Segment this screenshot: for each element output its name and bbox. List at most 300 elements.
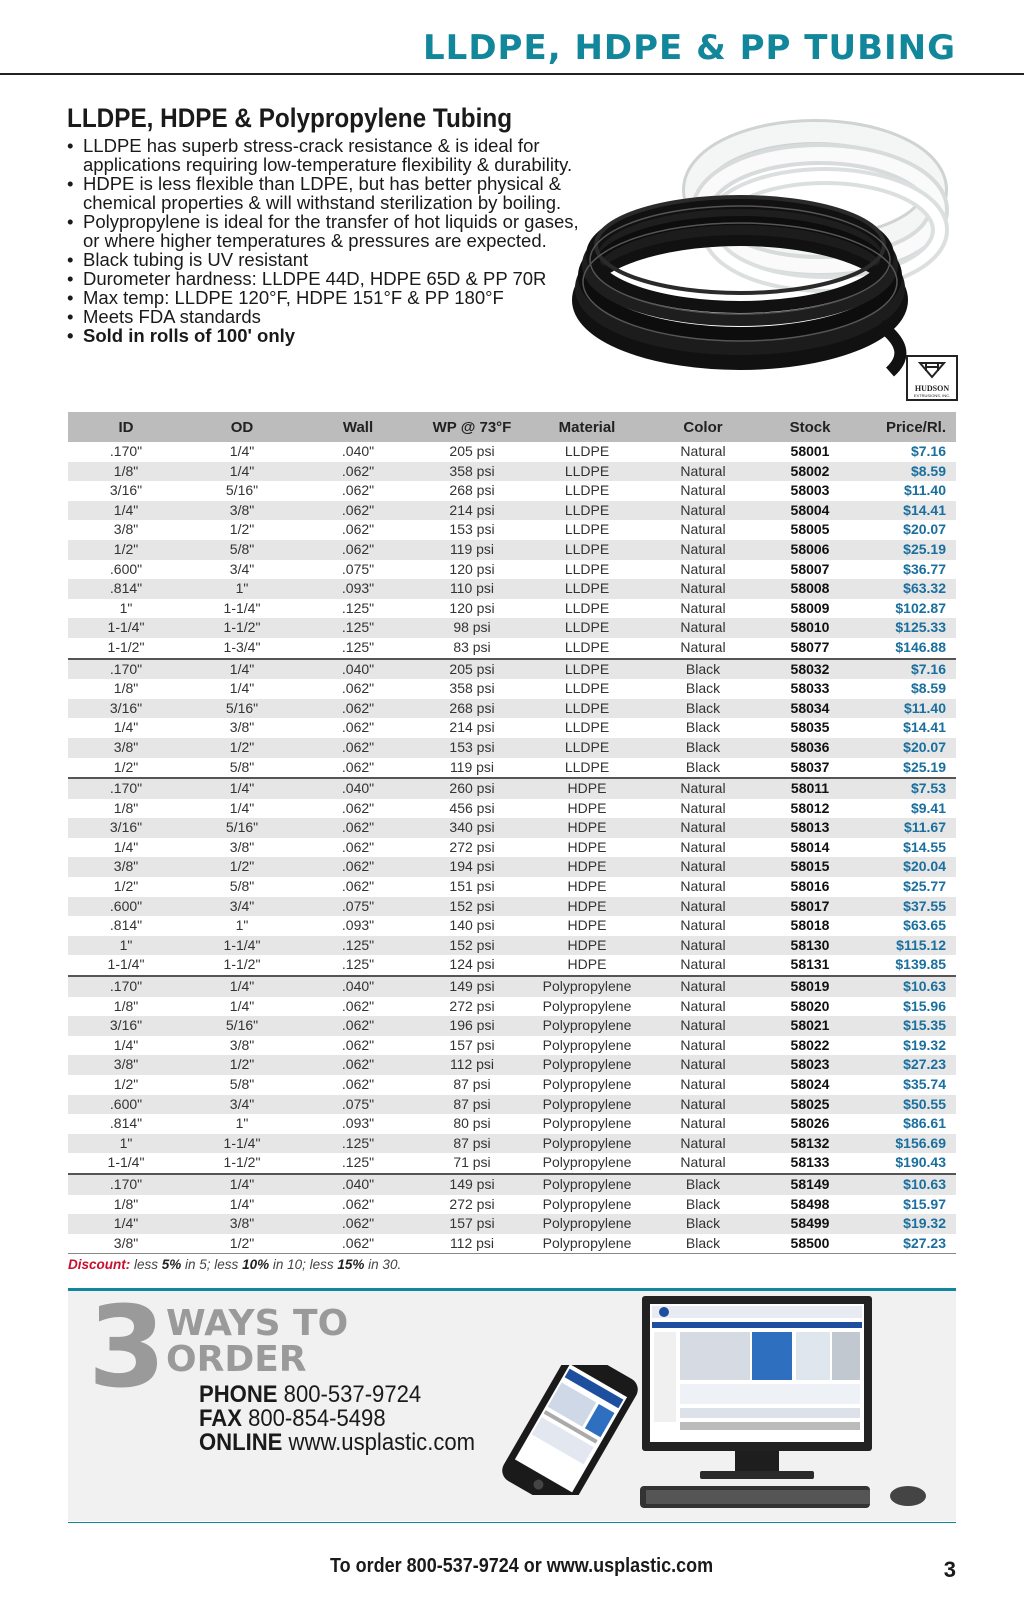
cell-wall: .062": [300, 1016, 416, 1036]
cell-id: 3/16": [68, 699, 184, 719]
header-od: OD: [184, 412, 300, 442]
cell-id: 3/16": [68, 1016, 184, 1036]
cell-stock: 58018: [790, 917, 830, 934]
cell-price: $37.55: [860, 897, 956, 917]
cell-color: Natural: [680, 482, 726, 499]
cell-wall: .125": [300, 618, 416, 638]
cell-wall: .062": [300, 818, 416, 838]
cell-wp: 205 psi: [416, 659, 528, 680]
cell-material: LLDPE: [528, 738, 646, 758]
cell-wp: 272 psi: [449, 997, 495, 1014]
order-online-link[interactable]: www.usplastic.com: [288, 1429, 476, 1456]
cell-material: LLDPE: [528, 699, 646, 719]
table-row: [68, 618, 956, 638]
cell-wall: .062": [300, 699, 416, 719]
cell-stock: 58077: [790, 638, 830, 655]
feature-item: • Max temp: LLDPE 120°F, HDPE 151°F & PP 180°F: [67, 288, 587, 307]
cell-color: Natural: [680, 599, 726, 616]
cell-id: 3/8": [68, 738, 184, 758]
cell-od: 3/4": [184, 1095, 300, 1115]
cell-color: Natural: [680, 878, 726, 895]
cell-wall: .093": [341, 1115, 375, 1132]
cell-stock: 58001: [790, 443, 830, 459]
cell-id: 3/8": [113, 521, 139, 538]
cell-id: 1/8": [68, 462, 184, 482]
cell-stock: 58009: [790, 599, 830, 616]
cell-wall: .125": [341, 599, 375, 616]
cell-od: 1-1/2": [223, 1154, 261, 1171]
discount-text: in 10; less: [269, 1257, 338, 1272]
cell-wall: .125": [341, 1154, 375, 1171]
cell-wall: .062": [341, 1076, 375, 1092]
order-phone-label: PHONE: [199, 1381, 278, 1408]
cell-price: $9.41: [910, 799, 946, 816]
cell-id: 1/4": [113, 1036, 139, 1053]
cell-od: 5/8": [184, 540, 300, 560]
table-row: [68, 997, 956, 1017]
cell-od: 1/2": [184, 857, 300, 877]
cell-wall: .062": [341, 482, 375, 499]
black-tubing-coil: [580, 197, 900, 372]
cell-color: Natural: [646, 976, 760, 997]
cell-material: LLDPE: [528, 540, 646, 560]
cell-wall: .040": [300, 778, 416, 799]
cell-wall: .040": [341, 443, 375, 459]
cell-stock: 58131: [790, 956, 830, 973]
cell-id: 1/4": [68, 501, 184, 521]
table-row: [68, 599, 956, 619]
cell-material: HDPE: [528, 778, 646, 799]
table-row: [68, 659, 956, 680]
cell-wp: 149 psi: [416, 976, 528, 997]
cell-price: $20.07: [860, 738, 956, 758]
cell-wp: 456 psi: [449, 799, 495, 816]
cell-wall: .062": [300, 501, 416, 521]
discount-percent: 15%: [337, 1257, 365, 1272]
cell-wp: 87 psi: [416, 1134, 528, 1154]
header-wall: Wall: [300, 412, 416, 442]
cell-wall: .040": [300, 1174, 416, 1195]
ways-to-order-number: 3: [88, 1283, 166, 1413]
cell-id: 1": [119, 599, 133, 616]
cell-color: Black: [646, 659, 760, 680]
table-row: [68, 758, 956, 779]
cell-id: .170": [68, 778, 184, 799]
cell-id: 1": [68, 1134, 184, 1154]
tubing-coils-image: [570, 110, 970, 390]
cell-id: .170": [68, 976, 184, 997]
cell-stock: 58022: [790, 1036, 830, 1053]
cell-od: 1/4": [229, 799, 255, 816]
cell-stock: 58033: [790, 680, 830, 697]
cell-od: 1-1/2": [223, 956, 261, 973]
cell-color: Natural: [646, 936, 760, 956]
feature-item: • Black tubing is UV resistant: [67, 250, 587, 269]
cell-wp: 358 psi: [449, 680, 495, 697]
cell-stock: 58011: [760, 778, 860, 799]
table-row: [68, 540, 956, 560]
cell-od: 1/4": [229, 443, 255, 459]
table-row: [68, 838, 956, 858]
cell-price: $8.59: [910, 680, 946, 697]
cell-od: 5/8": [229, 878, 255, 895]
cell-wall: .062": [341, 799, 375, 816]
discount-text: in 5; less: [181, 1257, 243, 1272]
cell-wp: 120 psi: [449, 560, 495, 577]
cell-stock: 58025: [760, 1095, 860, 1115]
cell-id: 3/8": [68, 857, 184, 877]
cell-wall: .093": [300, 579, 416, 599]
header-divider: [0, 73, 1024, 75]
cell-price: $11.67: [860, 818, 956, 838]
feature-item-roll-size: • Sold in rolls of 100' only: [67, 326, 587, 345]
cell-material: Polypropylene: [528, 1214, 646, 1234]
cell-material: Polypropylene: [528, 1055, 646, 1075]
table-row: [68, 1234, 956, 1254]
cell-wp: 140 psi: [449, 917, 495, 934]
footer-divider: [68, 1522, 956, 1523]
cell-material: LLDPE: [564, 443, 610, 459]
table-row: [68, 481, 956, 501]
cell-wp: 119 psi: [449, 758, 495, 775]
cell-od: 1/4": [184, 1174, 300, 1195]
cell-wall: .062": [300, 1055, 416, 1075]
table-row: [68, 1214, 956, 1234]
cell-od: 5/8": [229, 1076, 255, 1092]
cell-color: Natural: [646, 540, 760, 560]
cell-color: Natural: [680, 956, 726, 973]
cell-wp: 153 psi: [416, 738, 528, 758]
page-header-title: LLDPE, HDPE & PP TUBING: [423, 28, 956, 68]
hudson-logo-name: HUDSON: [914, 384, 950, 393]
cell-price: $115.12: [860, 936, 956, 956]
table-row: [68, 1195, 956, 1215]
cell-stock: 58130: [760, 936, 860, 956]
cell-stock: 58005: [790, 521, 830, 538]
cell-wp: 119 psi: [416, 540, 528, 560]
product-heading: LLDPE, HDPE & Polypropylene Tubing: [67, 103, 513, 133]
cell-wp: 112 psi: [416, 1055, 528, 1075]
cell-material: LLDPE: [528, 501, 646, 521]
table-row: [68, 1095, 956, 1115]
cell-wall: .062": [341, 758, 375, 775]
order-phone: [199, 1383, 475, 1407]
table-row: [68, 1134, 956, 1154]
cell-price: $7.16: [910, 443, 946, 459]
cell-color: Natural: [646, 1134, 760, 1154]
cell-color: Natural: [680, 638, 726, 655]
cell-od: 5/16": [184, 1016, 300, 1036]
cell-wp: 151 psi: [449, 878, 495, 895]
feature-item: • Durometer hardness: LLDPE 44D, HDPE 65D & PP 70R: [67, 269, 587, 288]
cell-stock: 58007: [790, 560, 830, 577]
feature-item: • HDPE is less flexible than LDPE, but has better physical & chemical properties & will withstand sterilization by boiling.: [67, 174, 587, 212]
cell-color: Black: [646, 699, 760, 719]
feature-list: [67, 136, 587, 345]
cell-id: 1-1/2": [107, 638, 145, 655]
header-material: Material: [528, 412, 646, 442]
hudson-logo: [906, 355, 958, 401]
cell-stock: 58006: [760, 540, 860, 560]
cell-wp: 340 psi: [416, 818, 528, 838]
cell-wp: 152 psi: [416, 897, 528, 917]
feature-item: • Meets FDA standards: [67, 307, 587, 326]
cell-od: 1/4": [229, 1195, 255, 1212]
cell-wp: 268 psi: [449, 482, 495, 499]
cell-id: .600": [109, 560, 143, 577]
cell-stock: 58498: [790, 1195, 830, 1212]
cell-stock: 58026: [790, 1115, 830, 1132]
cell-price: $27.23: [860, 1055, 956, 1075]
cell-stock: 58014: [790, 838, 830, 855]
cell-wall: .125": [300, 936, 416, 956]
cell-wp: 157 psi: [449, 1036, 495, 1053]
cell-wall: .062": [341, 997, 375, 1014]
header-id: ID: [68, 412, 184, 442]
cell-material: LLDPE: [564, 599, 610, 616]
cell-color: Natural: [680, 1115, 726, 1132]
cell-color: Black: [685, 719, 721, 736]
cell-id: .600": [68, 897, 184, 917]
cell-price: $11.40: [860, 699, 956, 719]
order-fax: [199, 1407, 475, 1431]
cell-color: Black: [646, 1234, 760, 1254]
hudson-logo-mark-icon: [918, 359, 946, 381]
cell-id: 1/4": [113, 719, 139, 736]
smartphone-icon: [490, 1365, 650, 1495]
cell-price: $25.77: [903, 878, 946, 895]
table-row: [68, 560, 956, 580]
cell-od: 1": [184, 579, 300, 599]
cell-color: Black: [685, 758, 721, 775]
cell-wall: .125": [341, 956, 375, 973]
cell-stock: 58003: [790, 482, 830, 499]
cell-color: Natural: [680, 1154, 726, 1171]
order-phone-number[interactable]: 800-537-9724: [283, 1381, 422, 1408]
cell-wall: .062": [341, 878, 375, 895]
cell-od: 5/16": [225, 482, 259, 499]
table-row: [68, 501, 956, 521]
cell-wall: .093": [341, 917, 375, 934]
cell-od: 1/4": [184, 778, 300, 799]
table-row: [68, 1114, 956, 1134]
table-row: [68, 679, 956, 699]
cell-wp: 71 psi: [453, 1154, 491, 1171]
cell-color: Natural: [680, 560, 726, 577]
cell-wall: .062": [300, 462, 416, 482]
cell-wall: .062": [300, 738, 416, 758]
cell-stock: 58149: [760, 1174, 860, 1195]
table-row: [68, 916, 956, 936]
header-color: Color: [646, 412, 760, 442]
cell-wp: 157 psi: [416, 1214, 528, 1234]
cell-color: Natural: [646, 818, 760, 838]
cell-color: Natural: [646, 579, 760, 599]
cell-material: Polypropylene: [528, 1016, 646, 1036]
cell-wall: .125": [341, 638, 375, 655]
cell-material: LLDPE: [564, 680, 610, 697]
cell-od: 1-1/4": [184, 1134, 300, 1154]
cell-od: 1/4": [229, 680, 255, 697]
cell-wall: .040": [300, 976, 416, 997]
cell-id: .814": [109, 1115, 143, 1132]
cell-stock: 58500: [760, 1234, 860, 1254]
cell-id: 3/16": [68, 818, 184, 838]
cell-material: HDPE: [567, 917, 607, 934]
cell-material: LLDPE: [564, 719, 610, 736]
cell-od: 1/4": [184, 659, 300, 680]
cell-wall: .062": [300, 1234, 416, 1254]
cell-stock: 58499: [760, 1214, 860, 1234]
cell-material: HDPE: [567, 956, 607, 973]
cell-stock: 58013: [760, 818, 860, 838]
cell-price: $14.41: [903, 719, 946, 736]
cell-od: 3/8": [184, 501, 300, 521]
cell-wp: 205 psi: [449, 443, 495, 459]
cell-stock: 58024: [790, 1076, 830, 1092]
feature-item: • Polypropylene is ideal for the transfer of hot liquids or gases, or where higher temperatures & pressures are expected.: [67, 212, 587, 250]
discount-percent: 5%: [161, 1257, 182, 1272]
table-row: [68, 799, 956, 819]
cell-od: 1/4": [184, 976, 300, 997]
cell-stock: 58002: [760, 462, 860, 482]
cell-id: 1/2": [113, 878, 139, 895]
cell-id: 1/8": [113, 799, 139, 816]
cell-od: 1/2": [184, 738, 300, 758]
cell-wp: 196 psi: [416, 1016, 528, 1036]
cell-wp: 120 psi: [449, 599, 495, 616]
cell-wp: 124 psi: [449, 956, 495, 973]
cell-material: Polypropylene: [528, 1174, 646, 1195]
cell-od: 1": [235, 1115, 249, 1132]
cell-stock: 58015: [760, 857, 860, 877]
cell-od: 3/8": [229, 719, 255, 736]
cell-stock: 58023: [760, 1055, 860, 1075]
table-row: [68, 778, 956, 799]
cell-wall: .062": [300, 540, 416, 560]
cell-wall: .062": [341, 521, 375, 538]
cell-wp: 194 psi: [416, 857, 528, 877]
table-row: [68, 877, 956, 897]
cell-wall: .062": [341, 719, 375, 736]
cell-wp: 214 psi: [449, 719, 495, 736]
cell-material: HDPE: [528, 936, 646, 956]
cell-price: $8.59: [860, 462, 956, 482]
cell-price: $27.23: [860, 1234, 956, 1254]
cell-stock: 58035: [790, 719, 830, 736]
cell-id: 3/16": [109, 482, 143, 499]
cell-color: Natural: [680, 838, 726, 855]
cell-stock: 58019: [760, 976, 860, 997]
cell-color: Natural: [680, 521, 726, 538]
cell-wp: 214 psi: [416, 501, 528, 521]
order-online-label: ONLINE: [199, 1429, 283, 1456]
cell-price: $14.55: [903, 838, 946, 855]
cell-id: 1-1/4": [107, 1154, 145, 1171]
cell-id: 1-1/4": [68, 618, 184, 638]
table-row: [68, 955, 956, 976]
cell-od: 3/4": [229, 560, 255, 577]
table-row: [68, 936, 956, 956]
cell-price: $14.41: [860, 501, 956, 521]
cell-color: Natural: [680, 997, 726, 1014]
cell-price: $7.16: [860, 659, 956, 680]
cell-stock: 58032: [760, 659, 860, 680]
cell-id: 1/8": [113, 997, 139, 1014]
table-row: [68, 699, 956, 719]
cell-stock: 58017: [760, 897, 860, 917]
cell-id: 1": [68, 936, 184, 956]
cell-od: 5/16": [184, 818, 300, 838]
table-row: [68, 718, 956, 738]
cell-price: $15.35: [860, 1016, 956, 1036]
cell-wp: 152 psi: [416, 936, 528, 956]
cell-wp: 272 psi: [449, 1195, 495, 1212]
cell-color: Natural: [646, 778, 760, 799]
cell-color: Black: [646, 738, 760, 758]
cell-id: 1/8": [113, 1195, 139, 1212]
cell-wp: 358 psi: [416, 462, 528, 482]
cell-color: Natural: [646, 1016, 760, 1036]
cell-id: .170": [68, 1174, 184, 1195]
cell-wall: .075": [300, 897, 416, 917]
cell-id: 1-1/4": [107, 956, 145, 973]
cell-material: Polypropylene: [542, 1195, 632, 1212]
cell-wall: .075": [341, 560, 375, 577]
cell-stock: 58036: [760, 738, 860, 758]
cell-id: 1/8": [113, 680, 139, 697]
cell-stock: 58034: [760, 699, 860, 719]
cell-stock: 58037: [790, 758, 830, 775]
cell-od: 5/8": [229, 758, 255, 775]
table-row: [68, 818, 956, 838]
cell-material: Polypropylene: [542, 997, 632, 1014]
cell-price: $190.43: [895, 1154, 946, 1171]
cell-color: Black: [646, 1174, 760, 1195]
cell-od: 3/4": [184, 897, 300, 917]
cell-id: .600": [68, 1095, 184, 1115]
cell-material: Polypropylene: [542, 1115, 632, 1132]
cell-od: 1/2": [184, 1055, 300, 1075]
header-price: Price/Rl.: [860, 412, 956, 442]
cell-id: 1/2": [113, 1076, 139, 1092]
cell-stock: 58016: [790, 878, 830, 895]
cell-material: LLDPE: [564, 521, 610, 538]
cell-price: $15.96: [903, 997, 946, 1014]
cell-material: LLDPE: [528, 618, 646, 638]
cell-color: Natural: [646, 857, 760, 877]
cell-od: 1-3/4": [223, 638, 261, 655]
table-row: [68, 857, 956, 877]
cell-price: $19.32: [860, 1214, 956, 1234]
cell-id: 1/2": [113, 758, 139, 775]
order-fax-label: FAX: [199, 1405, 242, 1432]
cell-price: $10.63: [860, 1174, 956, 1195]
table-body: [68, 442, 956, 1254]
cell-price: $7.53: [860, 778, 956, 799]
cell-material: Polypropylene: [542, 1154, 632, 1171]
cell-color: Natural: [646, 462, 760, 482]
table-row: [68, 1153, 956, 1174]
cell-id: 3/8": [68, 1055, 184, 1075]
cell-material: LLDPE: [564, 482, 610, 499]
cell-material: Polypropylene: [528, 1134, 646, 1154]
cell-wp: 98 psi: [416, 618, 528, 638]
cell-id: .814": [109, 917, 143, 934]
ways-to-order-title: WAYS TO ORDER: [166, 1303, 349, 1380]
cell-od: 5/16": [184, 699, 300, 719]
cell-stock: 58132: [760, 1134, 860, 1154]
